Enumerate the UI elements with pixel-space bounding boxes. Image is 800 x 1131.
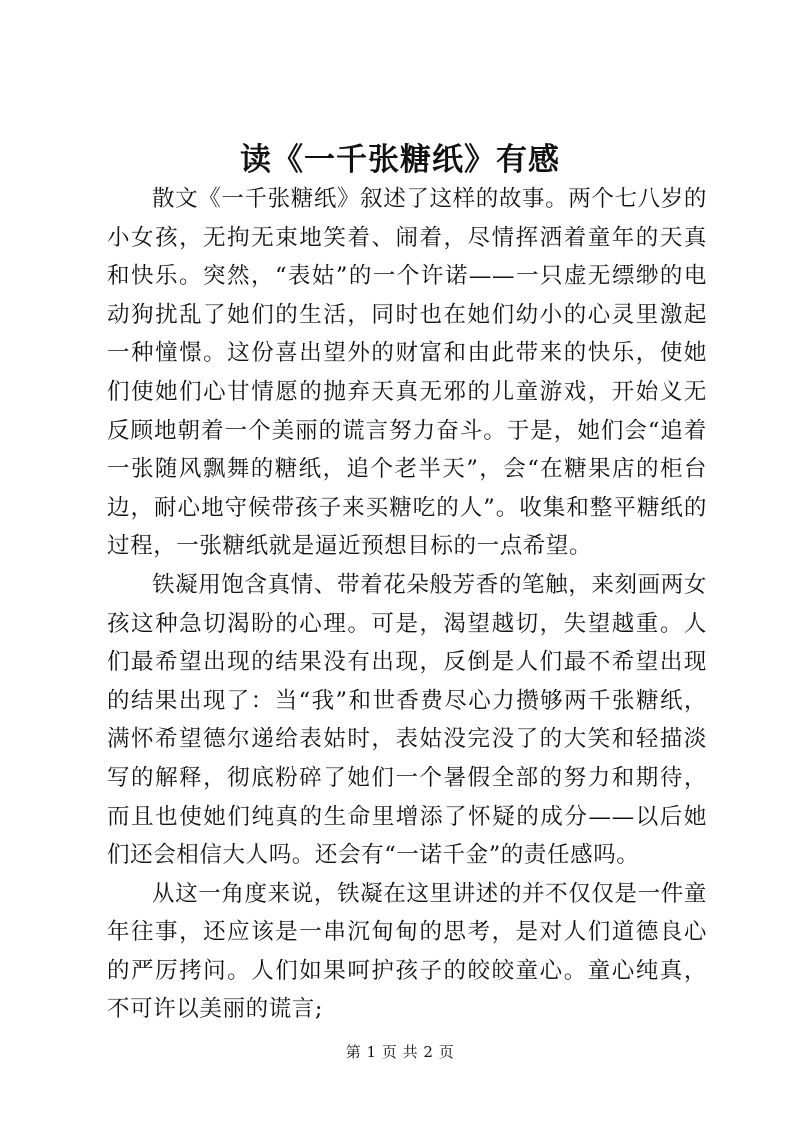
page-footer: 第 1 页 共 2 页 [345, 1043, 455, 1061]
paragraph-2: 铁凝用饱含真情、带着花朵般芳香的笔触，来刻画两女孩这种急切渴盼的心理。可是，渴望越切，失望越重。人们最希望出现的结果没有出现，反倒是人们最不希望出现的结果出现了：当“我”和世香费尽心力攒够两千张糖纸，满怀希望德尔递给表姑时，表姑没完没了的大笑和轻描淡写的解释，彻底粉碎了她们一个暑假全部的努力和期待，而且也使她们纯真的生命里增添了怀疑的成分——以后她们还会相信大人吗。还会有“一诺千金”的责任感吗。 [107, 571, 707, 869]
paragraph-1: 散文《一千张糖纸》叙述了这样的故事。两个七八岁的小女孩，无拘无束地笑着、闹着，尽情挥洒着童年的天真和快乐。突然，“表姑”的一个许诺——一只虚无缥缈的电动狗扰乱了她们的生活，同时也在她们幼小的心灵里激起一种憧憬。这份喜出望外的财富和由此带来的快乐，使她们使她们心甘情愿的抛弃天真无邪的儿童游戏，开始义无反顾地朝着一个美丽的谎言努力奋斗。于是，她们会“追着一张随风飘舞的糖纸，追个老半天”，会“在糖果店的柜台边，耐心地守候带孩子来买糖吃的人”。收集和整平糖纸的过程，一张糖纸就是逼近预想目标的一点希望。 [107, 186, 707, 560]
document-body [107, 180, 707, 1029]
document-title: 读《一千张糖纸》有感 [240, 142, 560, 178]
paragraph-3: 从这一角度来说，铁凝在这里讲述的并不仅仅是一件童年往事，还应该是一串沉甸甸的思考，是对人们道德良心的严厉拷问。人们如果呵护孩子的皎皎童心。童心纯真，不可许以美丽的谎言; [107, 880, 707, 1023]
